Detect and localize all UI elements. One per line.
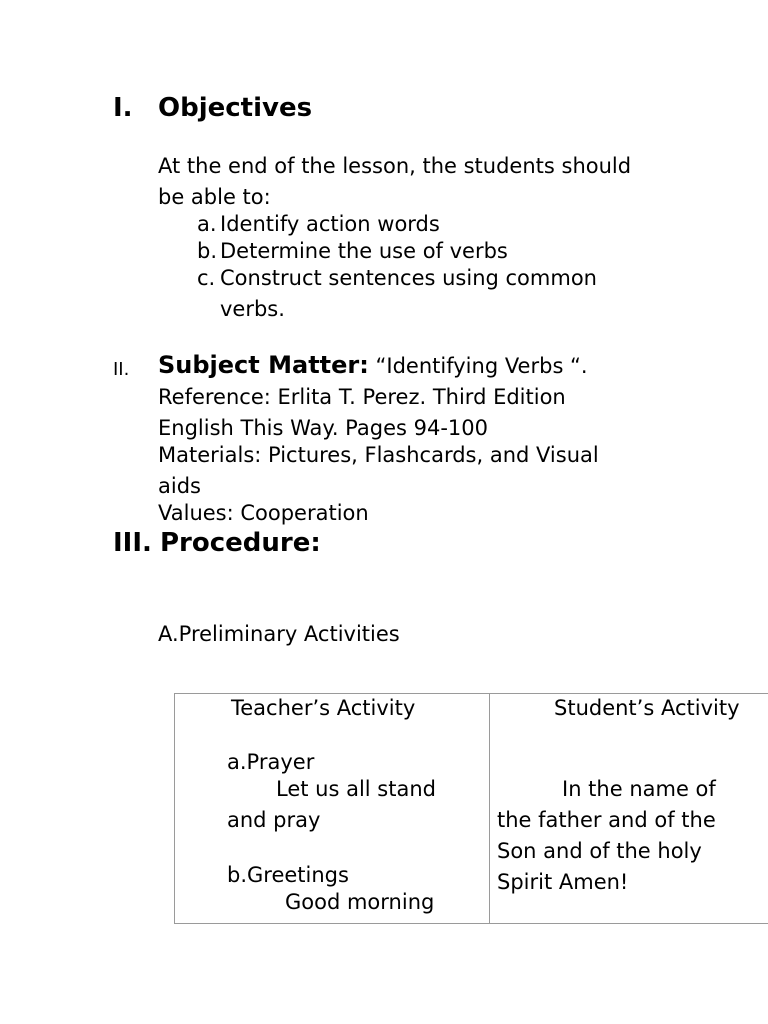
objective-item-continuation: verbs.	[220, 297, 285, 321]
subject-matter-reference-cont: English This Way. Pages 94-100	[158, 416, 489, 440]
objective-item	[197, 265, 597, 292]
section-title-subject-matter: Subject Matter:	[158, 351, 369, 379]
student-activity-cell	[490, 694, 768, 924]
objectives-intro-line2: be able to:	[158, 185, 271, 209]
prayer-label: a.Prayer	[227, 750, 315, 774]
section-numeral-procedure: III.	[113, 528, 152, 558]
subject-matter-materials: Materials: Pictures, Flashcards, and Visual	[158, 443, 599, 467]
subject-matter-values: Values: Cooperation	[158, 501, 369, 525]
activity-table	[174, 693, 768, 924]
student-response-line4: Spirit Amen!	[497, 870, 629, 894]
prayer-line1: Let us all stand	[276, 777, 436, 801]
objective-item	[197, 238, 508, 265]
greetings-line1: Good morning	[285, 890, 435, 914]
section-numeral-subject-matter: II.	[113, 359, 130, 380]
objective-letter: b.	[197, 239, 218, 263]
objective-letter: c.	[197, 266, 216, 290]
objective-letter: a.	[197, 212, 217, 236]
subject-matter-topic: “Identifying Verbs “.	[368, 354, 588, 378]
student-activity-header: Student’s Activity	[554, 696, 740, 720]
procedure-subsection-title: A.Preliminary Activities	[158, 622, 400, 646]
student-response-line2: the father and of the	[497, 808, 716, 832]
subject-matter-line	[158, 351, 588, 379]
table-row	[175, 694, 768, 924]
teacher-activity-cell	[175, 694, 490, 924]
subject-matter-reference: Reference: Erlita T. Perez. Third Edition	[158, 385, 566, 409]
subject-matter-materials-cont: aids	[158, 474, 201, 498]
objective-text: Construct sentences using common	[220, 266, 597, 290]
section-title-procedure: Procedure:	[160, 528, 321, 558]
section-title-objectives: Objectives	[158, 93, 313, 123]
section-numeral-objectives: I.	[113, 93, 133, 123]
objective-text: Determine the use of verbs	[220, 239, 508, 263]
student-response-line3: Son and of the holy	[497, 839, 702, 863]
objectives-intro-line1: At the end of the lesson, the students should	[158, 154, 632, 178]
teacher-activity-header: Teacher’s Activity	[231, 696, 416, 720]
objective-text: Identify action words	[220, 212, 440, 236]
greetings-label: b.Greetings	[227, 863, 349, 887]
student-response-line1: In the name of	[562, 777, 716, 801]
prayer-line2: and pray	[227, 808, 321, 832]
objective-item	[197, 211, 440, 238]
